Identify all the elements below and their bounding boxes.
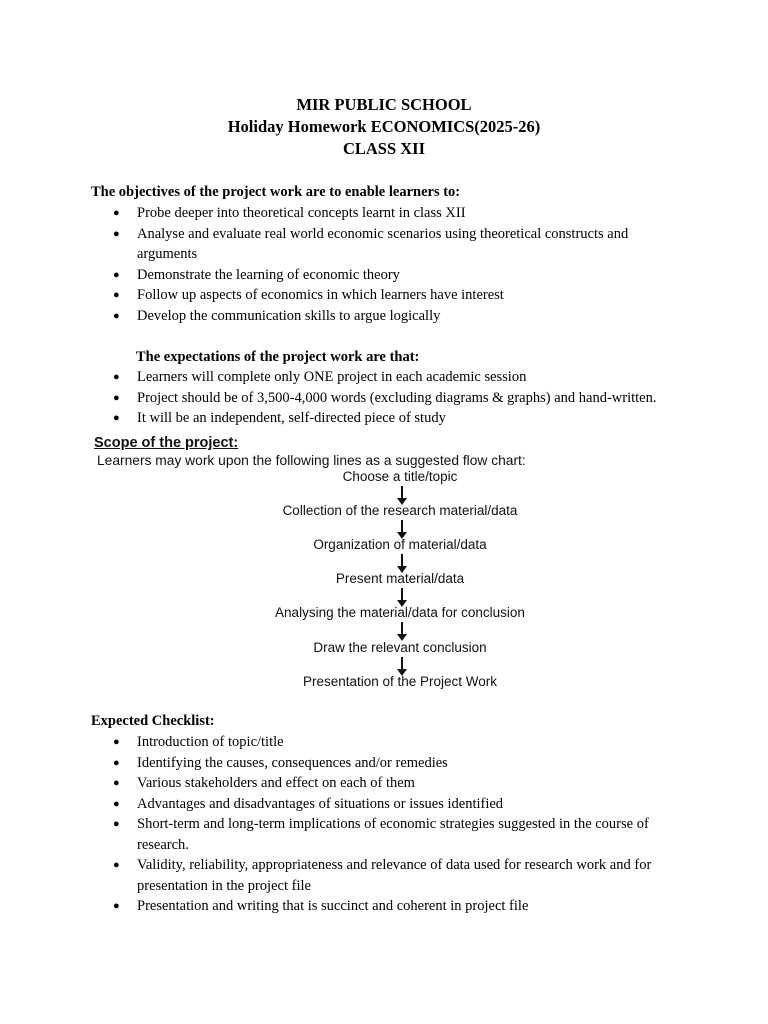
- bullet-icon: ●: [113, 391, 120, 404]
- list-item: ● Demonstrate the learning of economic theory: [91, 265, 691, 286]
- arrow-down-icon: [401, 554, 403, 567]
- flow-step-5: Analysing the material/data for conclusion: [275, 605, 525, 620]
- list-item: ● Develop the communication skills to argue logically: [91, 306, 691, 327]
- arrow-down-icon: [401, 588, 403, 601]
- school-name: MIR PUBLIC SCHOOL: [296, 95, 472, 114]
- bullet-icon: ●: [113, 207, 120, 219]
- bullet-icon: ●: [113, 859, 120, 871]
- list-item: ● Probe deeper into theoretical concepts learnt in class XII: [91, 203, 691, 224]
- arrow-down-icon: [401, 622, 403, 635]
- homework-title: Holiday Homework ECONOMICS(2025-26): [227, 117, 541, 136]
- flow-step-3: Organization of material/data: [313, 537, 487, 552]
- bullet-icon: ●: [113, 818, 120, 830]
- objectives-title: The objectives of the project work are to enable learners to:: [91, 184, 461, 200]
- list-item: ● Validity, reliability, appropriateness and relevance of data used for research work and for presentation in the project file: [113, 857, 652, 894]
- list-item: ● Presentation and writing that is succinct and coherent in project file: [91, 896, 681, 917]
- bullet-icon: ●: [113, 309, 120, 322]
- list-item: ● Identifying the causes, consequences and/or remedies: [91, 753, 681, 774]
- checklist-title: Expected Checklist:: [91, 713, 215, 729]
- bullet-icon: ●: [113, 900, 120, 912]
- list-item: ● It will be an independent, self-directed piece of study: [91, 408, 711, 429]
- arrow-down-icon: [401, 486, 403, 499]
- flow-step-1: Choose a title/topic: [342, 469, 458, 484]
- bullet-icon: ●: [113, 736, 120, 748]
- list-item: ● Project should be of 3,500-4,000 words (excluding diagrams & graphs) and hand-written.: [91, 388, 711, 409]
- expectations-list: [91, 367, 711, 429]
- list-item: ● Analyse and evaluate real world economic scenarios using theoretical constructs and arguments: [113, 225, 629, 262]
- class-label: CLASS XII: [342, 139, 426, 158]
- list-item: ● Short-term and long-term implications of economic strategies suggested in the course of research.: [113, 816, 649, 853]
- bullet-icon: ●: [113, 756, 120, 769]
- bullet-icon: ●: [113, 268, 120, 281]
- bullet-icon: ●: [113, 777, 120, 789]
- bullet-icon: ●: [113, 797, 120, 810]
- bullet-icon: ●: [113, 371, 120, 383]
- list-item: ● Learners will complete only ONE project in each academic session: [91, 367, 711, 388]
- flow-step-2: Collection of the research material/data: [282, 503, 518, 518]
- bullet-icon: ●: [113, 412, 120, 424]
- scope-title: Scope of the project:: [94, 435, 239, 451]
- bullet-icon: ●: [113, 227, 120, 240]
- document-header: [0, 94, 768, 160]
- list-item: ● Introduction of topic/title: [91, 732, 681, 753]
- flow-step-4: Present material/data: [335, 571, 465, 586]
- arrow-down-icon: [401, 657, 403, 670]
- scope-intro: Learners may work upon the following lines as a suggested flow chart:: [97, 453, 526, 468]
- list-item: ● Various stakeholders and effect on each of them: [91, 773, 681, 794]
- objectives-list: [91, 203, 691, 326]
- bullet-icon: ●: [113, 289, 120, 301]
- list-item: ● Advantages and disadvantages of situations or issues identified: [91, 794, 681, 815]
- list-item: ● Follow up aspects of economics in which learners have interest: [91, 285, 691, 306]
- flow-step-7: Presentation of the Project Work: [302, 674, 498, 689]
- arrow-down-icon: [401, 520, 403, 533]
- flow-step-6: Draw the relevant conclusion: [313, 640, 487, 655]
- expectations-title: The expectations of the project work are that:: [136, 349, 420, 365]
- checklist-list: [91, 732, 681, 917]
